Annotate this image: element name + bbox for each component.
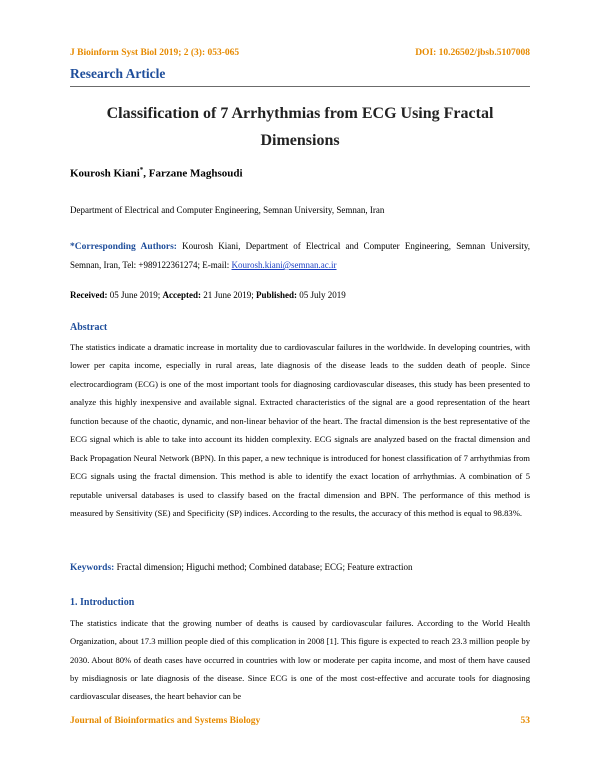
author-list (70, 166, 243, 180)
footer-journal-name: Journal of Bioinformatics and Systems Biology (70, 716, 261, 726)
article-type: Research Article (70, 66, 166, 81)
keywords-label: Keywords: (70, 563, 115, 573)
introduction-heading: 1. Introduction (70, 597, 135, 608)
published-label: Published: (255, 290, 297, 300)
accepted-label: Accepted: (162, 290, 201, 300)
journal-reference: J Bioinform Syst Biol 2019; 2 (3): 053-065 (70, 48, 240, 58)
corresponding-mark: * (139, 166, 144, 174)
abstract-text: The statistics indicate a dramatic increase in mortality due to cardiovascular failures in the worldwide. In developing countries, with lower per capita income, especially in rural areas, late diagnosis of the disease leads to the sudden death of people. Since electrocardiogram (ECG) is one of the most important tools for diagnosing cardiovascular diseases, this study has been presented to analyze this highly inexpensive and available signal. Extracted characteristics of the signal are a good representation of the heart function because of the chaotic, dynamic, and non-linear behavior of the heart. The fractal dimension is the best representative of the ECG signal which is able to take into account its hidden complexity. ECG signals are analyzed based on the fractal dimension and Back Propagation Neural Network (BPN). In this paper, a new technique is introduced for honest classification of 7 arrhythmias from ECG signals using the fractal dimension. This method is able to identify the exact location of arrhythmias. A combination of 5 reputable universal databases is used to classify based on the fractal dimension and BPN. The performance of this method is measured by Sensitivity (SE) and Specificity (SP) indices. According to the results, the accuracy of this method is equal to 98.83%. (70, 342, 530, 519)
paper-title: Classification of 7 Arrhythmias from ECG Using Fractal Dimensions (106, 105, 494, 149)
running-footer (70, 716, 530, 726)
keywords-text: Fractal dimension; Higuchi method; Combined database; ECG; Feature extraction (114, 562, 413, 572)
publication-dates (70, 290, 346, 300)
header-divider (70, 86, 530, 87)
running-header (70, 48, 530, 58)
received-label: Received: (70, 290, 108, 300)
affiliation: Department of Electrical and Computer Engineering, Semnan University, Semnan, Iran (70, 205, 385, 215)
author-name: Farzane Maghsoudi (148, 167, 243, 180)
author-name: Kourosh Kiani (70, 167, 140, 180)
corresponding-label: *Corresponding Authors: (70, 242, 177, 252)
abstract-heading: Abstract (70, 322, 108, 333)
doi[interactable]: DOI: 10.26502/jbsb.5107008 (415, 48, 530, 58)
received-date: 05 June 2019; (107, 290, 163, 300)
author-separator: , (143, 167, 149, 180)
corresponding-details: Kourosh Kiani, Department of Electrical and Computer Engineering, Semnan University, Semnan, Iran, Tel: +989122361274; E-mail: (70, 241, 530, 270)
accepted-date: 21 June 2019; (200, 290, 256, 300)
page-number: 53 (520, 716, 530, 726)
keywords (70, 562, 530, 573)
email-link[interactable]: Kourosh.kiani@semnan.ac.ir (231, 260, 337, 270)
introduction-text: The statistics indicate that the growing number of deaths is caused by cardiovascular failures. According to the World Health Organization, about 17.3 million people died of this complication in 2008 [1]. This figure is expected to reach 23.3 million people by 2030. About 80% of death cases have occurred in countries with low or moderate per capita income, and most of them have caused by misdiagnosis or late diagnosis of the disease. Since ECG is one of the most cost-effective and accurate tools for diagnosing cardiovascular diseases, the heart behavior can be (70, 618, 530, 702)
corresponding-author (70, 237, 530, 274)
published-date: 05 July 2019 (296, 290, 346, 300)
